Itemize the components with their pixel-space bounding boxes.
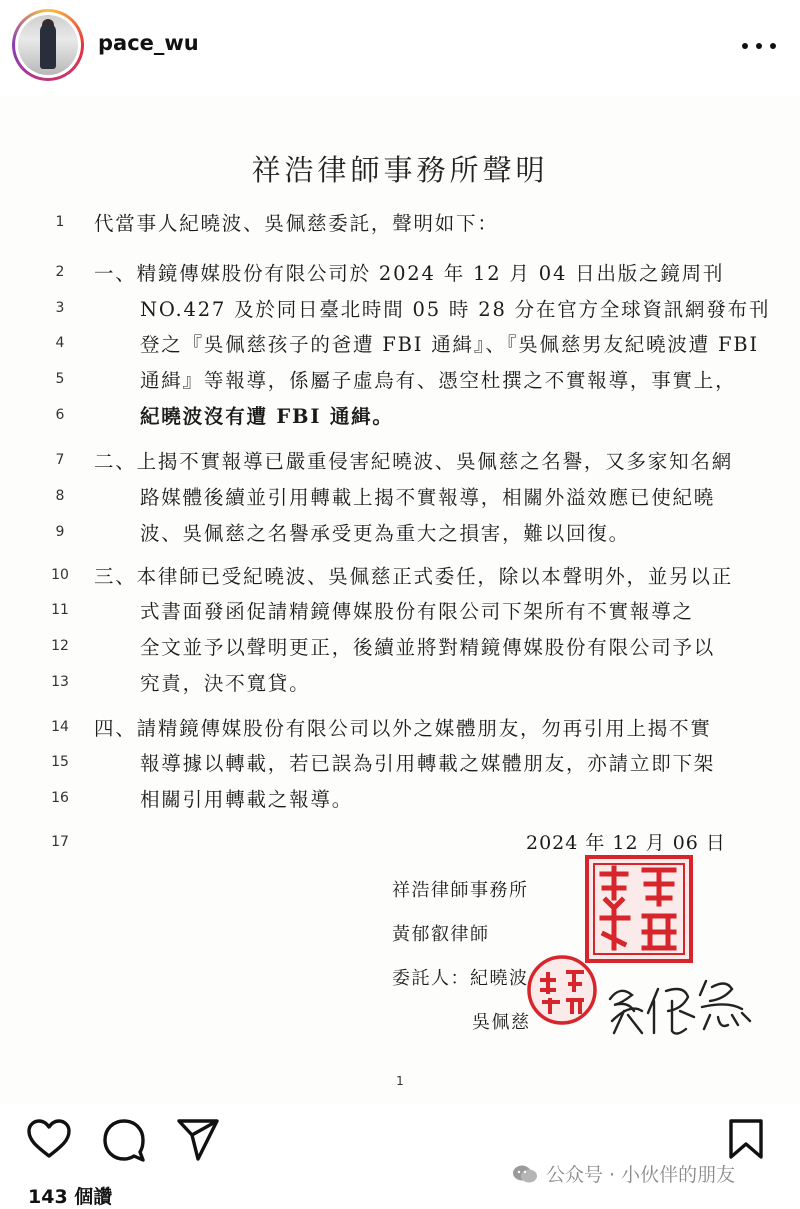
line-text: 究責，決不寬貸。	[140, 672, 311, 695]
client-label: 委託人：紀曉波	[392, 968, 529, 989]
line-text: 相關引用轉載之報導。	[140, 788, 354, 811]
line-number: 10	[51, 567, 69, 583]
line-number: 17	[51, 834, 69, 850]
line-text: 三、本律師已受紀曉波、吳佩慈正式委任，除以本聲明外，並另以正	[94, 565, 734, 588]
like-count[interactable]: 143 個讚	[28, 1186, 113, 1208]
line-text: 一、精鏡傳媒股份有限公司於 2024 年 12 月 04 日出版之鏡周刊	[94, 262, 725, 285]
line-number: 6	[55, 407, 65, 423]
avatar-frame	[15, 12, 81, 78]
line-text: 通緝』等報導，係屬子虛烏有、憑空杜撰之不實報導，事實上，	[140, 369, 737, 392]
handwritten-signature	[602, 971, 762, 1041]
line-text: 式書面發函促請精鏡傳媒股份有限公司下架所有不實報導之	[140, 600, 694, 623]
line-number: 2	[55, 264, 65, 280]
document-line	[0, 365, 800, 395]
line-text: 波、吳佩慈之名譽承受更為重大之損害，難以回復。	[140, 522, 630, 545]
line-text: 登之『吳佩慈孩子的爸遭 FBI 通緝』、『吳佩慈男友紀曉波遭 FBI	[140, 333, 759, 356]
document-date: 2024 年 12 月 06 日	[526, 832, 726, 854]
post-action-bar	[0, 1104, 800, 1208]
line-number: 8	[55, 488, 65, 504]
line-text: 報導據以轉載，若已誤為引用轉載之媒體朋友，亦請立即下架	[140, 752, 716, 775]
document-line	[0, 208, 800, 238]
watermark-text: 公众号 · 小伙伴的朋友	[546, 1164, 736, 1186]
document-line	[0, 258, 800, 288]
more-options-icon[interactable]	[742, 36, 776, 56]
page-number: 1	[396, 1074, 404, 1088]
lawyer-name: 黃郁叡律師	[392, 924, 490, 945]
wechat-icon	[512, 1164, 538, 1184]
line-text: 二、上揭不實報導已嚴重侵害紀曉波、吳佩慈之名譽，又多家知名網	[94, 450, 734, 473]
line-number: 15	[51, 754, 69, 770]
document-title: 祥浩律師事務所聲明	[251, 153, 549, 187]
client-second: 吳佩慈	[472, 1012, 531, 1033]
document-line	[0, 446, 800, 476]
document-line	[0, 632, 800, 662]
heart-icon[interactable]	[26, 1118, 72, 1160]
firm-name: 祥浩律師事務所	[392, 880, 529, 901]
bookmark-icon[interactable]	[728, 1118, 764, 1160]
document-line	[0, 668, 800, 698]
document-line	[0, 713, 800, 743]
line-number: 16	[51, 790, 69, 806]
line-number: 7	[55, 452, 65, 468]
document-line	[0, 401, 800, 431]
avatar[interactable]	[12, 9, 84, 81]
share-icon[interactable]	[176, 1118, 220, 1162]
line-number: 1	[55, 214, 65, 230]
line-number: 5	[55, 371, 65, 387]
document-line	[0, 294, 800, 324]
line-text: NO.427 及於同日臺北時間 05 時 28 分在官方全球資訊網發布刊	[140, 298, 771, 321]
document-line	[0, 748, 800, 778]
line-number: 11	[51, 602, 69, 618]
watermark	[512, 1160, 735, 1187]
document-line	[0, 561, 800, 591]
line-number: 3	[55, 300, 65, 316]
line-number: 14	[51, 719, 69, 735]
document-line	[0, 329, 800, 359]
avatar-photo	[18, 15, 78, 75]
line-number: 4	[55, 335, 65, 351]
document-line	[0, 518, 800, 548]
line-text: 四、請精鏡傳媒股份有限公司以外之媒體朋友，勿再引用上揭不實	[94, 717, 712, 740]
line-text: 路媒體後續並引用轉載上揭不實報導，相關外溢效應已使紀曉	[140, 486, 716, 509]
line-text: 紀曉波沒有遭 FBI 通緝。	[140, 405, 394, 428]
round-seal	[526, 954, 598, 1026]
line-number: 9	[55, 524, 65, 540]
comment-icon[interactable]	[102, 1118, 146, 1162]
square-seal	[584, 854, 694, 964]
line-number: 13	[51, 674, 69, 690]
line-number: 12	[51, 638, 69, 654]
line-text: 全文並予以聲明更正，後續並將對精鏡傳媒股份有限公司予以	[140, 636, 716, 659]
post-image-document	[0, 96, 800, 1104]
avatar-figure	[40, 23, 56, 69]
document-line	[0, 596, 800, 626]
document-line	[0, 482, 800, 512]
post-header	[0, 0, 800, 95]
line-text: 代當事人紀曉波、吳佩慈委託，聲明如下：	[94, 212, 499, 235]
username[interactable]: pace_wu	[98, 31, 199, 55]
document-line	[0, 784, 800, 814]
